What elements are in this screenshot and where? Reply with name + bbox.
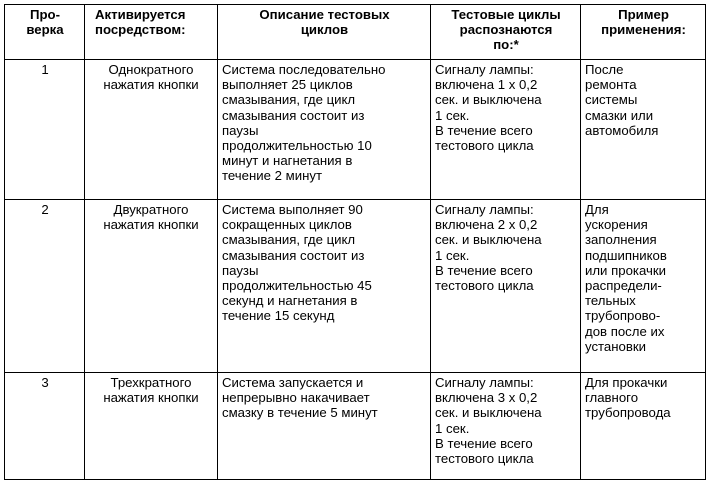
header-check [5,5,85,60]
cell-text-line: или прокачки [585,262,667,278]
cell-text-line: Для [585,202,609,217]
cell-text-line: Активируется [95,7,186,22]
cell-text-line: тестового цикла [435,278,534,294]
cell-text-line: В течение всего [435,435,533,451]
example-cell [581,60,706,200]
table-row [5,373,706,480]
cell-text-line: продолжительностью 10 [222,138,372,154]
cell-text-line: непрерывно накачивает [222,390,370,406]
cell-text-line: системы [585,92,638,108]
cell-text-line: установки [585,338,647,354]
cell-text-line: посредством: [95,22,186,38]
cell-text-line: В течение всего [435,122,533,138]
cell-text-line: тестового цикла [435,451,534,467]
cell-text-line: тельных [585,293,636,309]
cell-text-line: распознаются [459,22,553,38]
header-recognition [431,5,581,60]
activation-cell [85,200,218,373]
cell-text-line: смазывания состоит из [222,247,365,263]
table-row [5,200,706,373]
cell-text-line: выполняет 25 циклов [222,77,353,93]
cell-text-line: Пример [618,7,669,22]
header-description [218,5,431,60]
table-row [5,60,706,200]
activation-cell [85,373,218,480]
cell-text-line: Сигналу лампы: [435,375,534,390]
cell-text-line: течение 15 секунд [222,308,335,324]
description-cell [218,200,431,373]
cell-text-line: паузы [222,122,259,138]
cell-text-line: Для прокачки [585,375,668,390]
cell-text-line: 1 сек. [435,420,470,436]
cell-text-line: тестового цикла [435,138,534,154]
cell-text-line: трубопрово- [585,308,661,324]
cell-text-line: смазку в течение 5 минут [222,405,378,421]
cell-text-line: 1 сек. [435,107,470,123]
activation-cell [85,60,218,200]
cell-text-line: Однократного [108,62,194,77]
cell-text-line: продолжительностью 45 [222,278,372,294]
test-cycles-table [4,4,706,480]
cell-text-line: трубопровода [585,405,671,421]
cell-text-line: включена 2 х 0,2 [435,217,538,233]
cell-text-line: Двукратного [113,202,189,217]
recognition-cell [431,373,581,480]
cell-text-line: Сигналу лампы: [435,202,534,217]
cell-text-line: Система последовательно [222,62,386,77]
header-example [581,5,706,60]
description-cell [218,373,431,480]
cell-text-line: включена 3 х 0,2 [435,390,538,406]
cell-text-line: течение 2 минут [222,168,322,184]
cell-text-line: ускорения [585,217,648,233]
cell-text-line: сокращенных циклов [222,217,352,233]
cell-text-line: Описание тестовых [259,7,390,22]
cell-text-line: Система запускается и [222,375,364,390]
cell-text-line: нажатия кнопки [103,390,199,406]
example-cell [581,373,706,480]
cell-text-line: нажатия кнопки [103,217,199,233]
cell-text-line: Тестовые циклы [451,7,561,22]
header-row [5,5,706,60]
cell-text-line: В течение всего [435,262,533,278]
cell-text-line: распредели- [585,278,662,294]
cell-text-line: главного [585,390,639,406]
cell-text-line: Про- [30,7,60,22]
cell-text-line: циклов [300,22,349,38]
recognition-cell [431,60,581,200]
check-number-cell: 1 [5,60,85,200]
cell-text-line: После [585,62,624,77]
cell-text-line: заполнения [585,232,657,248]
cell-text-line: секунд и нагнетания в [222,293,358,309]
example-cell [581,200,706,373]
header-activation [85,5,218,60]
cell-text-line: Система выполняет 90 [222,202,363,217]
cell-text-line: нажатия кнопки [103,77,199,93]
cell-text-line: по:* [493,37,519,53]
check-number-cell: 3 [5,373,85,480]
cell-text-line: Трехкратного [110,375,192,390]
cell-text-line: сек. и выключена [435,92,542,108]
cell-text-line: 1 сек. [435,247,470,263]
cell-text-line: минут и нагнетания в [222,153,353,169]
cell-text-line: автомобиля [585,122,659,138]
check-number-cell: 2 [5,200,85,373]
recognition-cell [431,200,581,373]
description-cell [218,60,431,200]
cell-text-line: смазывания, где цикл [222,232,356,248]
cell-text-line: паузы [222,262,259,278]
cell-text-line: смазывания, где цикл [222,92,356,108]
cell-text-line: подшипников [585,247,667,263]
cell-text-line: дов после их [585,323,665,339]
cell-text-line: Сигналу лампы: [435,62,534,77]
cell-text-line: ремонта [585,77,637,93]
cell-text-line: включена 1 х 0,2 [435,77,538,93]
cell-text-line: верка [26,22,64,38]
cell-text-line: сек. и выключена [435,405,542,421]
cell-text-line: применения: [601,22,686,38]
cell-text-line: смазки или [585,107,654,123]
cell-text-line: смазывания состоит из [222,107,365,123]
cell-text-line: сек. и выключена [435,232,542,248]
